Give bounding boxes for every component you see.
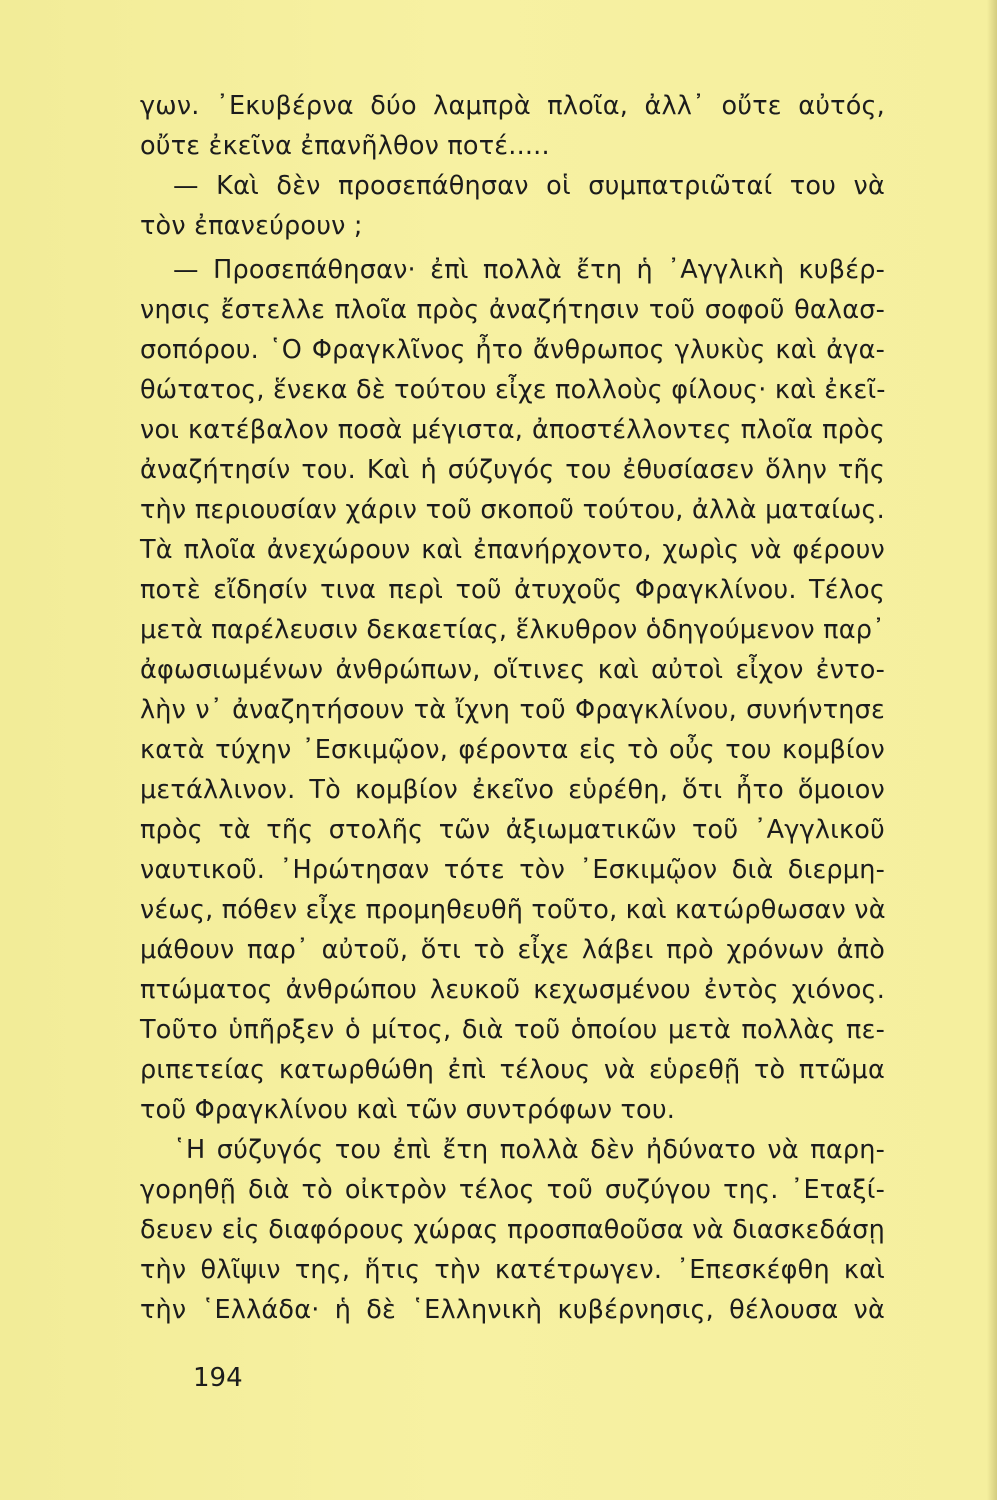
text-line: λὴν ν᾿ ἀναζητήσουν τὰ ἴχνη τοῦ Φραγκλίνου, συνήντησε [140,695,885,725]
text-line: — Προσεπάθησαν· ἐπὶ πολλὰ ἔτη ἡ ᾿Αγγλικὴ κυβέρ- [173,255,885,285]
text-line: πτώματος ἀνθρώπου λευκοῦ κεχωσμένου ἐντὸς χιόνος. [140,975,885,1005]
text-line: δευεν εἰς διαφόρους χώρας προσπαθοῦσα νὰ διασκεδάσῃ [140,1215,885,1245]
text-line: σοπόρου. ῾Ο Φραγκλῖνος ἦτο ἄνθρωπος γλυκὺς καὶ ἀγα- [140,335,885,365]
text-line: οὔτε ἐκεῖνα ἐπανῆλθον ποτέ..... [140,131,550,161]
text-line: θώτατος, ἕνεκα δὲ τούτου εἶχε πολλοὺς φίλους· καὶ ἐκεῖ- [140,375,886,405]
text-line: Τὰ πλοῖα ἀνεχώρουν καὶ ἐπανήρχοντο, χωρὶς νὰ φέρουν [140,535,885,565]
text-line: γορηθῇ διὰ τὸ οἰκτρὸν τέλος τοῦ συζύγου της. ᾿Εταξί- [140,1175,885,1205]
text-line: τὴν περιουσίαν χάριν τοῦ σκοποῦ τούτου, ἀλλὰ ματαίως. [140,495,885,525]
text-line: ἀναζήτησίν του. Καὶ ἡ σύζυγός του ἐθυσίασεν ὅλην τῆς [140,455,885,485]
text-line: μετάλλινον. Τὸ κομβίον ἐκεῖνο εὑρέθη, ὅτι ἦτο ὅμοιον [140,775,885,805]
page-edge-shadow [987,0,997,1500]
text-line: νησις ἔστελλε πλοῖα πρὸς ἀναζήτησιν τοῦ σοφοῦ θαλασ- [140,295,885,325]
text-line: ἀφωσιωμένων ἀνθρώπων, οἵτινες καὶ αὐτοὶ εἶχον ἐντο- [140,655,885,685]
text-line: πρὸς τὰ τῆς στολῆς τῶν ἀξιωματικῶν τοῦ ᾿Αγγλικοῦ [140,815,885,845]
text-line: ναυτικοῦ. ᾿Ηρώτησαν τότε τὸν ᾿Εσκιμῷον διὰ διερμη- [140,855,885,885]
text-line: Τοῦτο ὑπῆρξεν ὁ μίτος, διὰ τοῦ ὁποίου μετὰ πολλὰς πε- [140,1015,885,1045]
text-line: ῾Η σύζυγός του ἐπὶ ἔτη πολλὰ δὲν ἠδύνατο νὰ παρη- [173,1135,885,1165]
text-line: τοῦ Φραγκλίνου καὶ τῶν συντρόφων του. [140,1095,676,1125]
text-line: τὸν ἐπανεύρουν ; [140,211,363,241]
text-line: ποτὲ εἴδησίν τινα περὶ τοῦ ἀτυχοῦς Φραγκλίνου. Τέλος [140,575,885,605]
text-line: νοι κατέβαλον ποσὰ μέγιστα, ἀποστέλλοντες πλοῖα πρὸς [140,415,885,445]
text-line: μάθουν παρ᾿ αὐτοῦ, ὅτι τὸ εἶχε λάβει πρὸ χρόνων ἀπὸ [140,935,885,965]
text-line: γων. ᾿Εκυβέρνα δύο λαμπρὰ πλοῖα, ἀλλ᾿ οὔτε αὐτός, [140,91,885,121]
text-line: ριπετείας κατωρθώθη ἐπὶ τέλους νὰ εὑρεθῇ τὸ πτῶμα [140,1055,885,1085]
page-number: 194 [193,1363,243,1393]
text-line: — Καὶ δὲν προσεπάθησαν οἱ συμπατριῶταί του νὰ [173,171,885,201]
text-line: κατὰ τύχην ᾿Εσκιμῷον, φέροντα εἰς τὸ οὖς του κομβίον [140,735,885,765]
text-line: τὴν θλῖψιν της, ἥτις τὴν κατέτρωγεν. ᾿Επεσκέφθη καὶ [140,1255,885,1285]
text-line: νέως, πόθεν εἶχε προμηθευθῆ τοῦτο, καὶ κατώρθωσαν νὰ [140,895,886,925]
text-line: μετὰ παρέλευσιν δεκαετίας, ἕλκυθρον ὁδηγούμενον παρ᾿ [140,615,886,645]
text-line: τὴν ῾Ελλάδα· ἡ δὲ ῾Ελληνικὴ κυβέρνησις, θέλουσα νὰ [140,1295,885,1325]
